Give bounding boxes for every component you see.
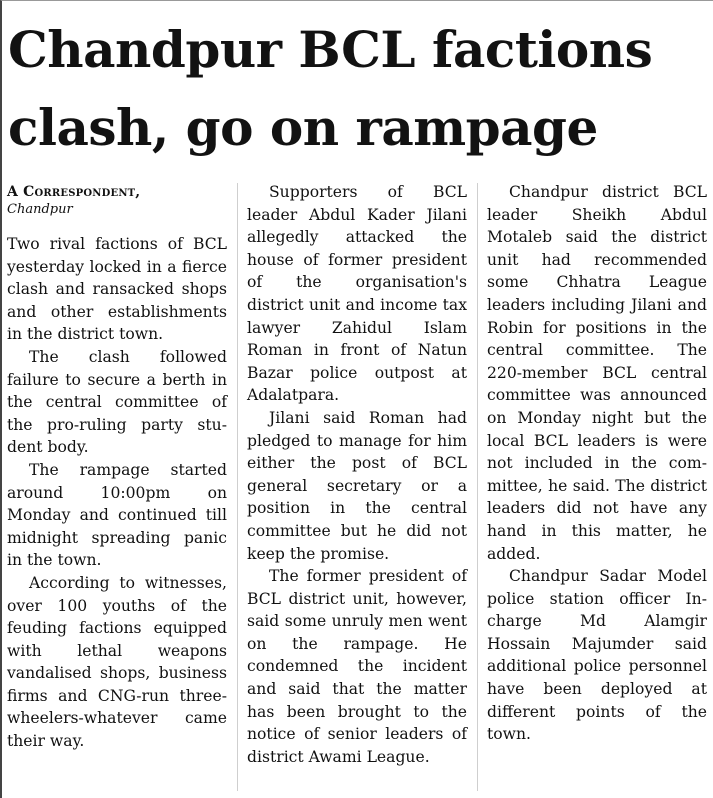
byline-author: A Correspondent, — [7, 184, 141, 200]
article-column-2 — [247, 181, 467, 768]
paragraph: The former president of BCL district unit, however, said some unruly men went on the rampage. He condemned the incident and said that the matter has been brought to the notice of senior leaders of district Awami League. — [247, 567, 467, 766]
column-divider — [237, 183, 238, 791]
paragraph: Jilani said Roman had pledged to manage for him either the post of BCL general secretary or a position in the central committee but he did not keep the promise. — [247, 408, 467, 563]
paragraph: The rampage started around 10:00pm on Monday and continued till midnight spreading panic in the town. — [7, 460, 227, 570]
column-divider — [477, 183, 478, 791]
byline — [7, 183, 232, 218]
byline-location: Chandpur — [7, 202, 73, 217]
paragraph: According to witnesses, over 100 youths of the feuding factions equipped with lethal weapons vandalised shops, business firms and CNG-run three-wheelers-whatever came their way. — [7, 573, 227, 751]
paragraph: Supporters of BCL leader Abdul Kader Jilani allegedly attacked the house of former president of the organisation's district unit and income tax lawyer Zahidul Islam Roman in front of Natun Bazar police outpost at Adalatpara. — [247, 183, 467, 405]
headline-line-2: clash, go on rampage — [8, 98, 598, 157]
paragraph: The clash followed failure to secure a berth in the central committee of the pro-ruling party student body. — [7, 347, 227, 457]
headline-line-1: Chandpur BCL factions — [8, 20, 653, 79]
article-column-1 — [7, 233, 227, 753]
paragraph: Chandpur district BCL leader Sheikh Abdul Motaleb said the district unit had recommended some Chhatra League leaders including Jilani and Robin for positions in the central committee. The 220-member BCL central committee was announced on Monday night but the local BCL leaders is were not included in the committee, he said. The district leaders did not have any hand in this matter, he added. — [487, 183, 707, 563]
paragraph: Two rival factions of BCL yesterday locked in a fierce clash and ransacked shops and other establishments in the district town. — [7, 235, 227, 344]
article-column-3 — [487, 181, 707, 746]
headline — [8, 11, 708, 167]
paragraph: Chandpur Sadar Model police station officer Incharge Md Alamgir Hossain Majumder said additional police personnel have been deployed at different points of the town. — [487, 567, 707, 744]
